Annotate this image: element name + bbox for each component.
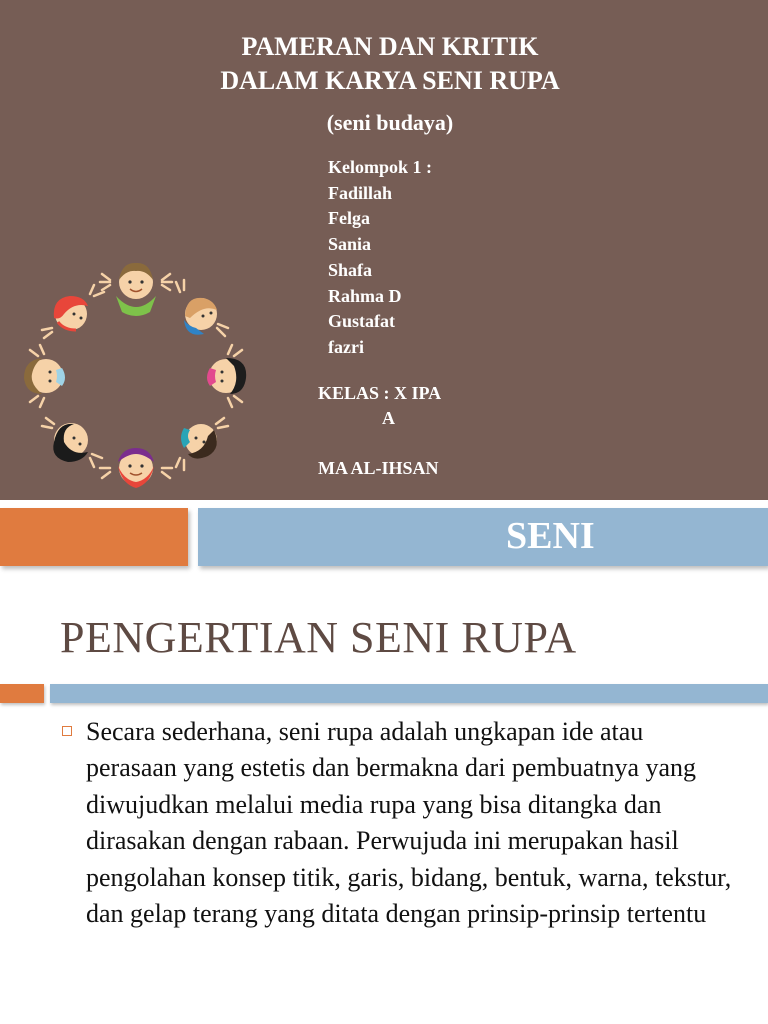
person-icon xyxy=(42,418,102,467)
content-slide xyxy=(0,500,768,1024)
slide-subtitle: (seni budaya) xyxy=(326,110,454,135)
person-icon xyxy=(100,263,172,316)
blue-header-bar xyxy=(198,508,768,566)
people-circle-illustration xyxy=(18,258,254,494)
group-label: Kelompok 1 : xyxy=(328,157,433,177)
member-name: Fadillah xyxy=(328,182,393,203)
person-icon xyxy=(207,345,246,407)
blue-divider-bar xyxy=(50,684,768,703)
member-name: Sania xyxy=(328,234,372,255)
title-line-1: PAMERAN DAN KRITIK xyxy=(241,32,539,61)
member-name: Felga xyxy=(328,208,370,229)
person-icon xyxy=(42,285,104,338)
person-icon xyxy=(176,418,228,470)
school-name: MA AL-IHSAN xyxy=(318,458,439,478)
class-line-1: KELAS : X IPA xyxy=(318,383,442,403)
slide-heading: PENGERTIAN SENI RUPA xyxy=(60,613,577,662)
member-name: Rahma D xyxy=(328,285,402,306)
body-paragraph: Secara sederhana, seni rupa adalah ungkapan ide atau perasaan yang estetis dan bermakna dari pembuatnya yang diwujudkan melalui media rupa yang bisa ditangka dan dirasakan dengan rabaan. Perwujuda ini merupakan hasil pengolahan konsep titik, garis, bidang, bentuk, warna, tekstur, dan gelap terang yang ditata dengan prinsip-prinsip tertentu xyxy=(86,717,732,929)
slide-title xyxy=(0,30,768,98)
member-name: Gustafat xyxy=(328,311,395,332)
class-line-2: A xyxy=(382,408,395,428)
member-list xyxy=(328,155,432,361)
section-label: SENI xyxy=(506,515,595,557)
orange-accent-bar xyxy=(0,508,188,566)
bullet-square-icon xyxy=(62,726,72,736)
title-line-2: DALAM KARYA SENI RUPA xyxy=(220,66,560,95)
member-name: fazri xyxy=(328,336,364,357)
person-icon xyxy=(176,280,228,336)
class-info xyxy=(318,381,468,431)
title-slide xyxy=(0,0,768,500)
person-icon xyxy=(100,448,172,488)
member-name: Shafa xyxy=(328,259,373,280)
person-icon xyxy=(24,345,65,407)
orange-divider-bar xyxy=(0,684,44,703)
